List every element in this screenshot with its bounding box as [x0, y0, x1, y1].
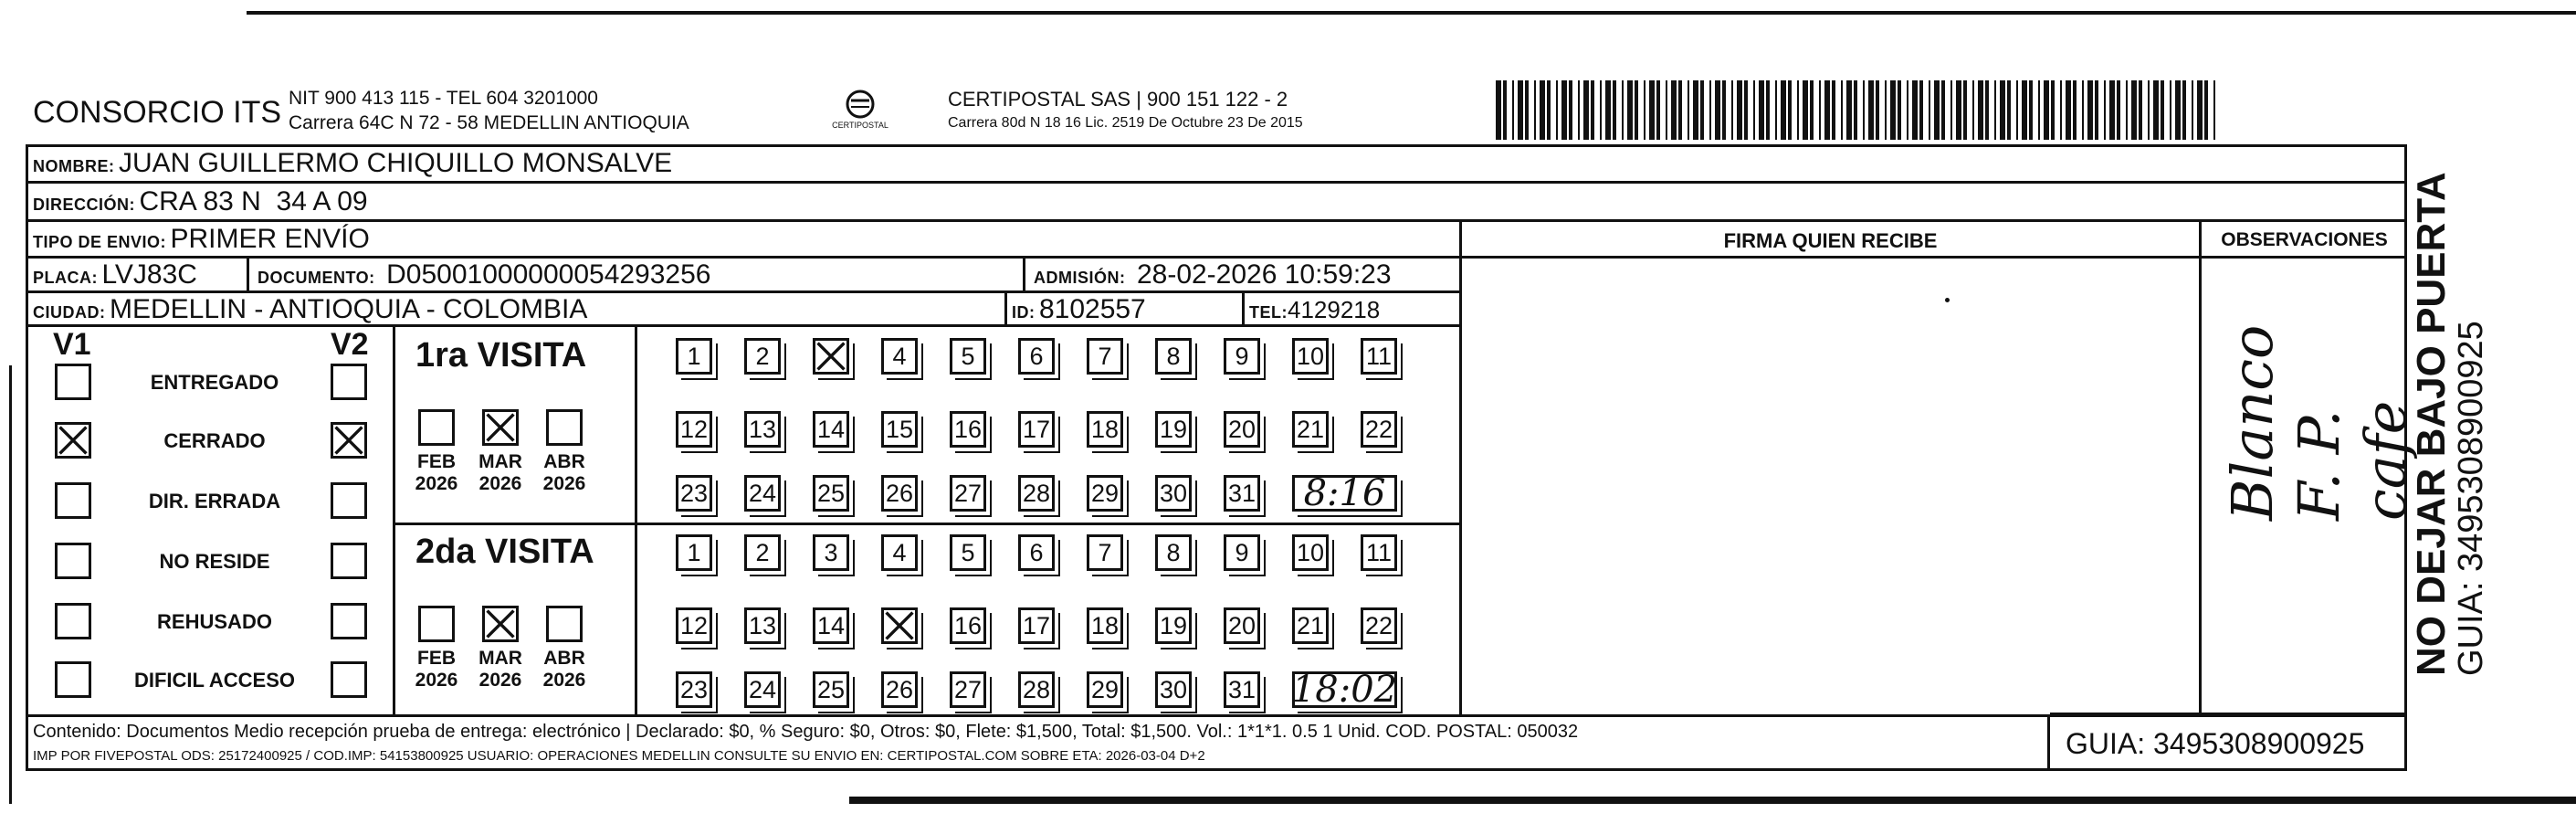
day-box[interactable]: 2 — [744, 338, 781, 375]
day-box[interactable]: 7 — [1087, 534, 1123, 571]
day-box[interactable]: 2 — [744, 534, 781, 571]
x-mark-icon — [485, 412, 516, 443]
side-guia: GUIA: 3495308900925 — [2452, 321, 2490, 676]
day-box[interactable]: 25 — [813, 671, 849, 708]
day-box[interactable]: 17 — [1018, 607, 1055, 644]
month-year: 2026 — [478, 473, 522, 494]
day-box[interactable] — [813, 338, 849, 375]
nombre-value: JUAN GUILLERMO CHIQUILLO MONSALVE — [118, 148, 673, 178]
month-name: MAR — [478, 648, 522, 669]
observaciones-handwriting — [2219, 311, 2419, 703]
day-box[interactable]: 28 — [1018, 475, 1055, 512]
day-box[interactable]: 30 — [1155, 671, 1192, 708]
day-box[interactable]: 5 — [950, 338, 986, 375]
month-label — [409, 451, 464, 495]
x-mark-icon — [485, 608, 516, 639]
id-cell — [1012, 294, 1146, 325]
id-label: ID: — [1012, 303, 1036, 322]
day-box[interactable]: 27 — [950, 671, 986, 708]
day-box[interactable]: 23 — [676, 671, 712, 708]
month-name: ABR — [543, 451, 585, 472]
day-box[interactable]: 4 — [881, 534, 918, 571]
day-box[interactable] — [881, 607, 918, 644]
x-mark-icon — [884, 610, 915, 641]
day-box[interactable]: 11 — [1361, 534, 1397, 571]
company-nit: NIT 900 413 115 - TEL 604 3201000 — [289, 88, 598, 109]
month-checkbox[interactable] — [546, 409, 583, 446]
day-box[interactable]: 31 — [1224, 475, 1260, 512]
ciudad-value: MEDELLIN - ANTIOQUIA - COLOMBIA — [109, 294, 588, 324]
day-box[interactable]: 21 — [1292, 411, 1329, 448]
day-box[interactable]: 25 — [813, 475, 849, 512]
barcode-bars — [1496, 80, 2226, 140]
x-mark-icon — [58, 425, 89, 456]
id-value: 8102557 — [1038, 294, 1146, 324]
side-text — [2411, 172, 2489, 676]
day-box[interactable]: 18 — [1087, 411, 1123, 448]
day-box[interactable]: 19 — [1155, 607, 1192, 644]
day-box[interactable]: 8 — [1155, 534, 1192, 571]
x-mark-icon — [333, 425, 364, 456]
day-box[interactable]: 28 — [1018, 671, 1055, 708]
day-box[interactable]: 27 — [950, 475, 986, 512]
day-box[interactable]: 19 — [1155, 411, 1192, 448]
v2-checkbox[interactable] — [331, 603, 367, 639]
direccion-value: CRA 83 N 34 A 09 — [139, 186, 368, 216]
day-box[interactable]: 15 — [881, 411, 918, 448]
carrier-name: CERTIPOSTAL SAS | 900 151 122 - 2 — [948, 88, 1288, 111]
nombre-row — [33, 148, 672, 179]
day-box[interactable]: 13 — [744, 607, 781, 644]
v2-label: V2 — [331, 327, 369, 362]
day-box[interactable]: 14 — [813, 607, 849, 644]
v1-checkbox[interactable] — [55, 364, 91, 400]
footer-contenido: Contenido: Documentos Medio recepción prueba de entrega: electrónico | Declarado: $0, % Seguro: $0, Otros: $0, Flete: $1,500, Total: $1,500. Vol.: 1*1*1. 0.5 1 Unid. COD. POSTAL: 050032 — [33, 722, 1579, 742]
day-box[interactable]: 9 — [1224, 338, 1260, 375]
v1-checkbox[interactable] — [55, 482, 91, 519]
month-name: ABR — [543, 648, 585, 669]
day-box[interactable]: 24 — [744, 475, 781, 512]
tipo-envio-value: PRIMER ENVÍO — [170, 224, 370, 254]
handwritten-notes: Blanco F. P. cafe — [2219, 324, 2419, 521]
day-box[interactable]: 29 — [1087, 475, 1123, 512]
v2-checkbox[interactable] — [331, 661, 367, 698]
month-year: 2026 — [542, 473, 586, 494]
day-box[interactable]: 7 — [1087, 338, 1123, 375]
documento-value: D05001000000054293256 — [386, 259, 711, 290]
status-label: CERRADO — [163, 429, 266, 452]
barcode — [1496, 80, 2226, 140]
footer-guia: GUIA: 3495308900925 — [2066, 727, 2365, 760]
day-box[interactable]: 22 — [1361, 607, 1397, 644]
day-box[interactable]: 24 — [744, 671, 781, 708]
day-box[interactable]: 14 — [813, 411, 849, 448]
logo-text: CERTIPOSTAL — [832, 121, 888, 130]
company-address: Carrera 64C N 72 - 58 MEDELLIN ANTIOQUIA — [289, 112, 689, 133]
handwritten-time[interactable]: 18:02 — [1291, 669, 1398, 711]
status-label: ENTREGADO — [150, 371, 279, 394]
month-checkbox[interactable] — [482, 606, 519, 642]
day-box[interactable]: 11 — [1361, 338, 1397, 375]
day-box[interactable]: 12 — [676, 607, 712, 644]
placa-cell — [33, 259, 197, 290]
month-label — [409, 648, 464, 692]
company-name: CONSORCIO ITS — [33, 95, 282, 130]
firma-header: FIRMA QUIEN RECIBE — [1723, 229, 1938, 252]
tel-value: 4129218 — [1288, 296, 1381, 323]
direccion-row — [33, 186, 368, 217]
ciudad-label: CIUDAD: — [33, 303, 106, 322]
v2-checkbox[interactable] — [331, 422, 367, 459]
placa-value: LVJ83C — [101, 259, 197, 290]
v2-checkbox[interactable] — [331, 543, 367, 579]
day-box[interactable]: 17 — [1018, 411, 1055, 448]
carrier-license: Carrera 80d N 18 16 Lic. 2519 De Octubre 23 De 2015 — [948, 115, 1303, 131]
day-box[interactable]: 26 — [881, 671, 918, 708]
day-box[interactable]: 13 — [744, 411, 781, 448]
day-box[interactable]: 23 — [676, 475, 712, 512]
day-box[interactable]: 22 — [1361, 411, 1397, 448]
day-box[interactable]: 1 — [676, 534, 712, 571]
day-box[interactable]: 3 — [813, 534, 849, 571]
v1-checkbox[interactable] — [55, 661, 91, 698]
admision-value: 28-02-2026 10:59:23 — [1136, 259, 1392, 290]
no-dejar-bajo-puerta: NO DEJAR BAJO PUERTA — [2409, 172, 2454, 676]
day-box[interactable]: 29 — [1087, 671, 1123, 708]
day-box[interactable]: 31 — [1224, 671, 1260, 708]
month-year: 2026 — [542, 670, 586, 691]
month-label — [473, 648, 528, 692]
day-box[interactable]: 20 — [1224, 607, 1260, 644]
scan-edge-top — [247, 11, 2576, 15]
month-year: 2026 — [478, 670, 522, 691]
day-box[interactable]: 6 — [1018, 534, 1055, 571]
status-label: DIFICIL ACCESO — [133, 669, 295, 692]
visita-1-title: 1ra VISITA — [415, 336, 587, 375]
status-label: REHUSADO — [157, 610, 272, 633]
ciudad-cell — [33, 294, 587, 325]
tipo-envio-row — [33, 224, 370, 255]
v1-checkbox[interactable] — [55, 543, 91, 579]
day-box[interactable]: 16 — [950, 607, 986, 644]
scan-edge-left — [9, 365, 12, 804]
admision-cell — [1034, 259, 1392, 290]
nombre-label: NOMBRE: — [33, 157, 115, 175]
tel-cell — [1249, 296, 1380, 324]
month-name: MAR — [478, 451, 522, 472]
month-name: FEB — [417, 451, 456, 472]
day-box[interactable]: 10 — [1292, 338, 1329, 375]
documento-label: DOCUMENTO: — [258, 269, 375, 287]
v1-checkbox[interactable] — [55, 422, 91, 459]
day-box[interactable]: 30 — [1155, 475, 1192, 512]
status-label: NO RESIDE — [159, 550, 270, 573]
day-box[interactable]: 26 — [881, 475, 918, 512]
documento-cell — [258, 259, 710, 290]
day-box[interactable]: 18 — [1087, 607, 1123, 644]
v1-label: V1 — [53, 327, 91, 362]
footer-impresion: IMP POR FIVEPOSTAL ODS: 25172400925 / COD.IMP: 54153800925 USUARIO: OPERACIONES MEDELLIN CONSULTE SU ENVIO EN: CERTIPOSTAL.COM SOBRE ETA: 2026-03-04 D+2 — [33, 748, 1205, 764]
direccion-label: DIRECCIÓN: — [33, 195, 135, 214]
month-label — [537, 648, 592, 692]
month-label — [537, 451, 592, 495]
day-box[interactable]: 5 — [950, 534, 986, 571]
month-checkbox[interactable] — [418, 409, 455, 446]
x-mark-icon — [815, 341, 846, 372]
day-box[interactable]: 12 — [676, 411, 712, 448]
day-box[interactable]: 20 — [1224, 411, 1260, 448]
month-year: 2026 — [415, 473, 458, 494]
v2-checkbox[interactable] — [331, 364, 367, 400]
day-box[interactable]: 6 — [1018, 338, 1055, 375]
month-checkbox[interactable] — [418, 606, 455, 642]
day-box[interactable]: 16 — [950, 411, 986, 448]
month-name: FEB — [417, 648, 456, 669]
visita-2-title: 2da VISITA — [415, 533, 594, 571]
handwritten-time[interactable]: 8:16 — [1292, 475, 1397, 512]
placa-label: PLACA: — [33, 269, 98, 287]
month-label — [473, 451, 528, 495]
tel-label: TEL: — [1249, 303, 1288, 322]
day-box[interactable]: 21 — [1292, 607, 1329, 644]
month-year: 2026 — [415, 670, 458, 691]
scan-edge-bottom — [849, 797, 2576, 804]
day-box[interactable]: 1 — [676, 338, 712, 375]
scan-dot — [1945, 298, 1950, 302]
day-box[interactable]: 4 — [881, 338, 918, 375]
v1-checkbox[interactable] — [55, 603, 91, 639]
day-box[interactable]: 10 — [1292, 534, 1329, 571]
admision-label: ADMISIÓN: — [1034, 269, 1126, 287]
certipostal-logo — [831, 86, 889, 141]
month-checkbox[interactable] — [546, 606, 583, 642]
day-box[interactable]: 9 — [1224, 534, 1260, 571]
tipo-envio-label: TIPO DE ENVIO: — [33, 233, 167, 251]
v2-checkbox[interactable] — [331, 482, 367, 519]
month-checkbox[interactable] — [482, 409, 519, 446]
observaciones-header: OBSERVACIONES — [2221, 229, 2388, 250]
day-box[interactable]: 8 — [1155, 338, 1192, 375]
status-label: DIR. ERRADA — [148, 490, 281, 512]
